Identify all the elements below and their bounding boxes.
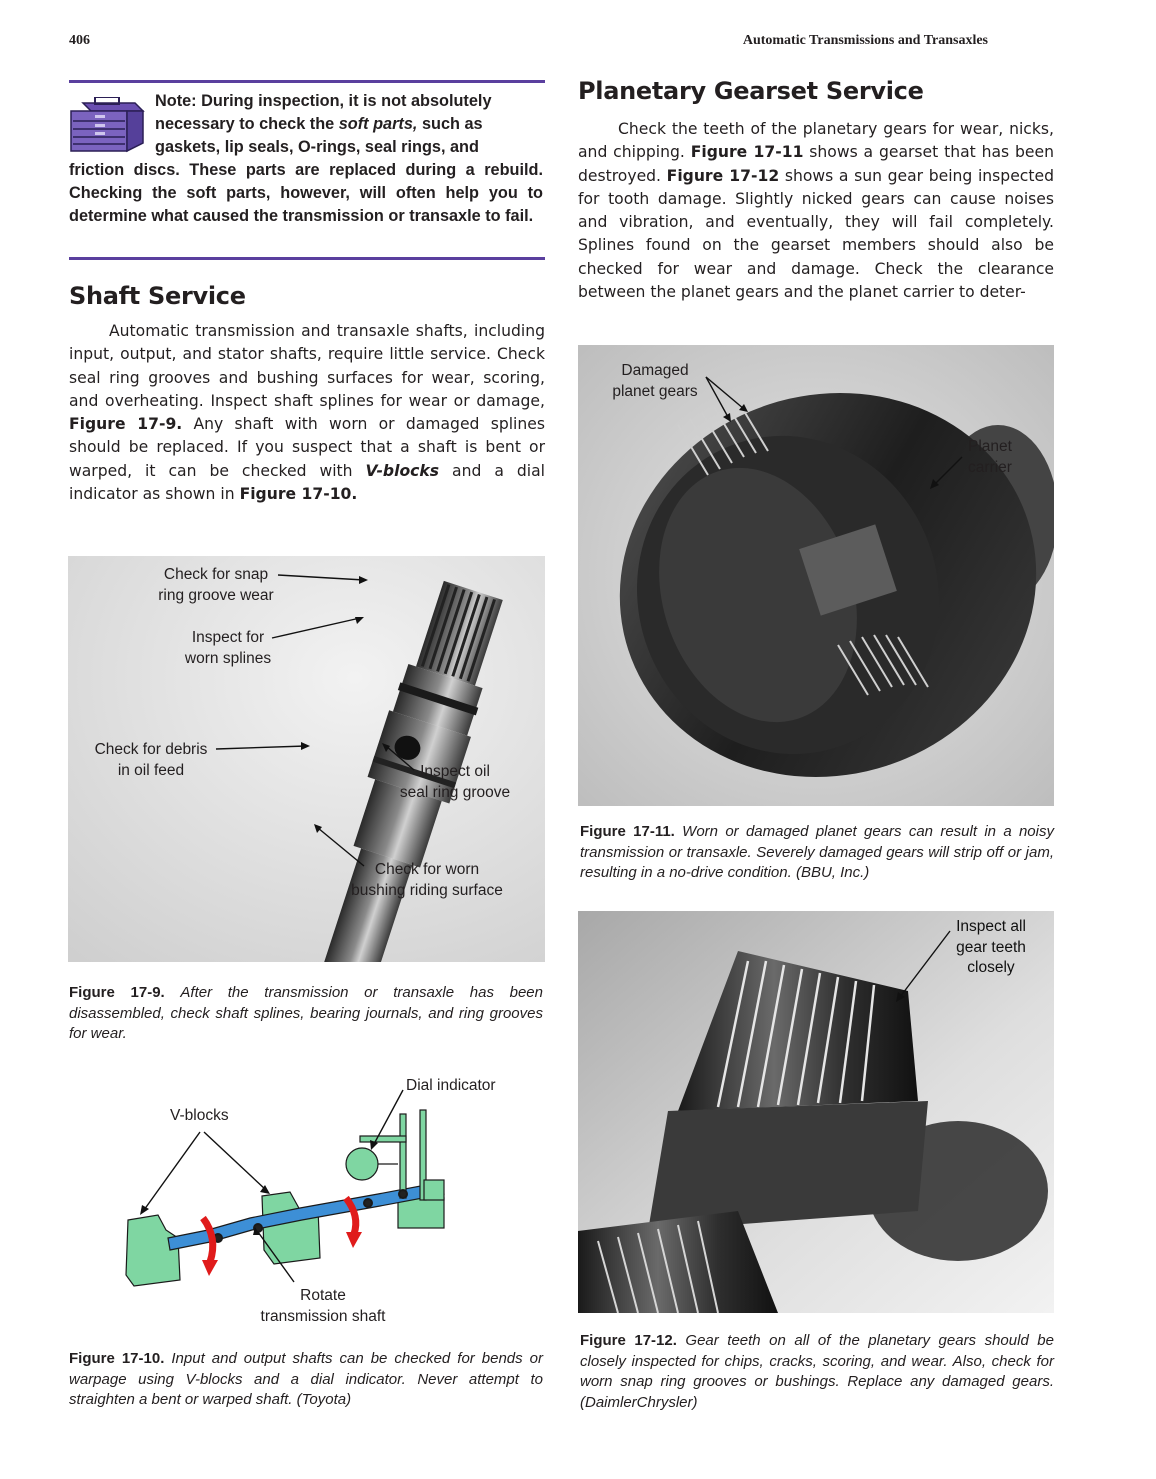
planet-carrier-image	[578, 345, 1054, 806]
shaft-service-heading: Shaft Service	[69, 282, 246, 310]
soft-parts-term: soft parts,	[338, 115, 418, 133]
page-number: 406	[69, 33, 90, 48]
callout-oil-feed: Check for debris	[94, 741, 208, 758]
callout-leaders	[68, 556, 545, 962]
figure-17-12-caption: Figure 17-12. Gear teeth on all of the planetary gears should be closely inspected for chips, cracks, scoring, and wear. Also, check for worn snap ring grooves or bushings. Replace any damaged gears. (DaimlerChrysler)	[580, 1332, 1054, 1411]
running-title: Automatic Transmissions and Transaxles	[742, 33, 988, 48]
callout-dial-indicator: Dial indicator	[406, 1077, 496, 1094]
figure-ref: Figure 17-11	[690, 143, 804, 162]
figure-17-9-caption: Figure 17-9. After the transmission or transaxle has been disassembled, check shaft splines, bearing journals, and ring grooves for wear.	[69, 984, 543, 1042]
planetary-body: Check the teeth of the planetary gears for wear, nicks, and chipping. Figure 17-11 shows a gearset that has been destroyed. Figure 17-12 shows a sun gear being inspected for tooth damage. Slightly nicked gears can cause noises and vibration, and eventually, they will fail completely. Splines found on the gearset members should also be checked for wear and damage. Check the clearance between the planet gears and the planet carrier to deter-	[578, 120, 1054, 302]
figure-label: Figure 17-12.	[580, 1332, 677, 1349]
figure-17-12-photo: Inspect all gear teeth closely	[578, 911, 1054, 1313]
figure-ref: Figure 17-12	[666, 166, 780, 185]
figure-17-9-photo: Check for snap ring groove wear Inspect for worn splines Check for debris in oil feed Inspect oil seal ring groove Check for worn bushing riding surface	[68, 556, 545, 962]
callout-rotate: Rotate	[300, 1287, 346, 1304]
figure-label: Figure 17-10.	[69, 1350, 165, 1367]
note-line-1: Note: During inspection, it is not absolutely	[155, 92, 492, 110]
note-box	[69, 80, 545, 260]
planetary-heading: Planetary Gearset Service	[578, 77, 924, 105]
toolbox-icon	[69, 97, 147, 153]
figure-ref: Figure 17-9.	[69, 415, 183, 434]
callout-snap-ring: Check for snap	[163, 566, 269, 583]
note-line-3: gaskets, lip seals, O-rings, seal rings, and	[155, 138, 479, 156]
note-rest: friction discs. These parts are replaced during a rebuild. Checking the soft parts, however, will often help you to determine what caused the transmission or transaxle to fail.	[69, 161, 543, 225]
callout-bushing-surface: Check for worn	[374, 861, 480, 878]
figure-17-11-photo: Damaged planet gears Planet carrier	[578, 345, 1054, 806]
callout-seal-ring-groove: Inspect oil	[420, 763, 490, 780]
figure-17-10-diagram: Dial indicator V-blocks Rotate transmission shaft	[68, 1070, 545, 1330]
callout-worn-splines: Inspect for	[191, 629, 265, 646]
v-blocks-term: V-blocks	[365, 461, 440, 480]
callout-damaged-gears: Damaged	[621, 362, 689, 379]
callout-v-blocks: V-blocks	[170, 1107, 229, 1124]
figure-label: Figure 17-9.	[69, 984, 165, 1001]
figure-17-10-caption: Figure 17-10. Input and output shafts can be checked for bends or warpage using V-blocks and a dial indicator. Never attempt to straighten a bent or warped shaft. (Toyota)	[69, 1350, 543, 1408]
callout-planet-carrier: Planet	[968, 438, 1012, 455]
figure-ref: Figure 17-10.	[239, 485, 358, 504]
figure-17-11-caption: Figure 17-11. Worn or damaged planet gears can result in a noisy transmission or transaxle. Severely damaged gears will strip off or jam, resulting in a no-drive condition. (BBU, Inc.)	[580, 823, 1054, 881]
figure-label: Figure 17-11.	[580, 823, 675, 840]
shaft-service-body: Automatic transmission and transaxle shafts, including input, output, and stator shafts, require little service. Check seal ring grooves and bushing surfaces for wear, scoring, and overheating. Inspect shaft splines for wear or damage, Figure 17-9. Any shaft with worn or damaged splines should be replaced. If you suspect that a shaft is bent or warped, it can be checked with V-blocks and a dial indicator as shown in Figure 17-10.	[69, 322, 545, 504]
callout-gear-teeth: Inspect all	[956, 918, 1026, 935]
note-line-2: necessary to check the soft parts, such as	[155, 115, 483, 133]
